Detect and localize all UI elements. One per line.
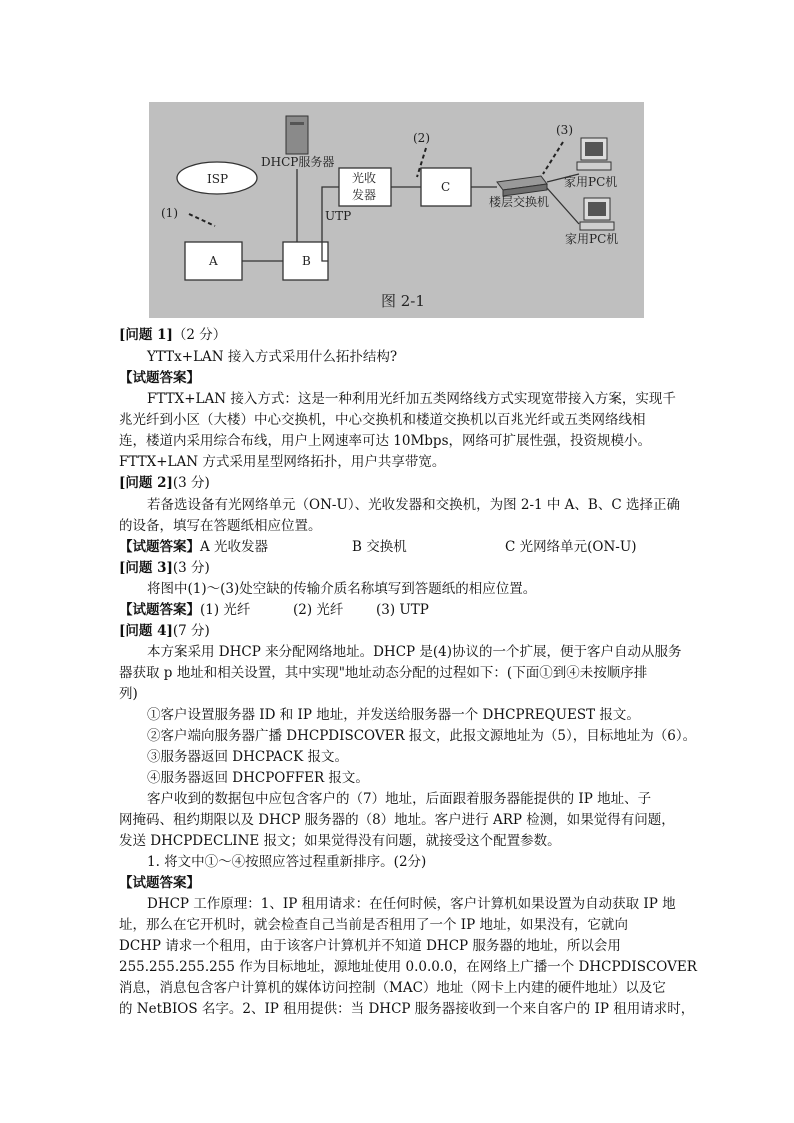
q3-answer-3: (3) UTP <box>376 602 429 618</box>
floor-switch-label: 楼层交换机 <box>489 195 550 209</box>
q1-header <box>119 325 226 345</box>
q1-answer-label: 【试题答案】 <box>119 370 200 386</box>
q3-question: 将图中(1)～(3)处空缺的传输介质名称填写到答题纸的相应位置。 <box>147 581 537 597</box>
q4-answer-line: DCHP 请求一个租用，由于该客户计算机并不知道 DHCP 服务器的地址，所以会用 <box>119 938 621 954</box>
dhcp-server-label: DHCP服务器 <box>261 155 335 169</box>
q4-answer-line: 的 NetBIOS 名字。2、IP 租用提供：当 DHCP 服务器接收到一个来自客户的 IP 租用请求时， <box>119 1001 695 1017</box>
network-diagram <box>149 102 644 318</box>
q4-step: ③服务器返回 DHCPACK 报文。 <box>147 749 349 765</box>
q1-answer-line: 连，楼道内采用综合布线，用户上网速率可达 10Mbps，网络可扩展性强，投资规模小。 <box>119 433 652 449</box>
q4-title: [问题 4] <box>119 623 173 639</box>
link-switch-pc2 <box>547 188 579 224</box>
q1-answer-line: 兆光纤到小区（大楼）中心交换机，中心交换机和楼道交换机以百兆光纤或五类网络线相 <box>119 412 646 428</box>
q4-sub-question: 1. 将文中①～④按照应答过程重新排序。(2分) <box>147 854 427 870</box>
q3-answer <box>119 600 250 620</box>
q4-answer-line: 255.255.255.255 作为目标地址，源地址使用 0.0.0.0，在网络上广播一个 DHCPDISCOVER <box>119 959 697 975</box>
dhcp-server-slot <box>290 122 304 125</box>
optical-label-line2: 发器 <box>352 188 377 202</box>
pc1-screen <box>585 142 603 156</box>
q1-question: YTTx+LAN 接入方式采用什么拓扑结构? <box>147 349 398 365</box>
q3-title: [问题 3] <box>119 560 173 576</box>
q1-answer-line: FTTX+LAN 接入方式：这是一种利用光纤加五类网络线方式实现宽带接入方案，实现千 <box>147 391 676 407</box>
q2-header <box>119 473 210 493</box>
q2-answer-a: A 光收发器 <box>200 539 269 555</box>
mark-1-label: (1) <box>161 206 178 220</box>
isp-label: ISP <box>207 172 229 186</box>
q2-title: [问题 2] <box>119 475 173 491</box>
pc2-screen <box>588 202 606 216</box>
box-b-label: B <box>302 254 311 268</box>
mark-2-label: (2) <box>413 131 430 145</box>
pc2-label: 家用PC机 <box>565 232 619 246</box>
q4-header <box>119 621 210 641</box>
q1-answer-line: FTTX+LAN 方式采用星型网络拓扑，用户共享带宽。 <box>119 454 446 470</box>
q2-points: (3 分) <box>172 475 210 491</box>
q4-step: ①客户设置服务器 ID 和 IP 地址，并发送给服务器一个 DHCPREQUEST 报文。 <box>147 707 640 723</box>
q3-answer-label: 【试题答案】 <box>119 602 200 618</box>
q2-answer-label: 【试题答案】 <box>119 539 200 555</box>
q2-answer-c: C 光网络单元(ON-U) <box>505 539 637 555</box>
pc1-base <box>577 162 611 170</box>
q2-answer-b: B 交换机 <box>352 539 407 555</box>
q1-title: [问题 1] <box>119 327 173 343</box>
q4-intro-line: 本方案采用 DHCP 来分配网络地址。DHCP 是(4)协议的一个扩展，便于客户自动从服务 <box>147 644 682 660</box>
box-a-label: A <box>209 254 218 268</box>
q1-points: （2 分） <box>172 327 227 343</box>
optical-label-line1: 光收 <box>352 171 377 185</box>
box-c-label: C <box>441 180 451 194</box>
q3-answer-1: (1) 光纤 <box>200 602 251 618</box>
q4-answer-line: 消息，消息包含客户计算机的媒体访问控制（MAC）地址（网卡上内建的硬件地址）以及它 <box>119 980 666 996</box>
q4-para-line: 发送 DHCPDECLINE 报文；如果觉得没有问题，就接受这个配置参数。 <box>119 833 561 849</box>
q4-step: ④服务器返回 DHCPOFFER 报文。 <box>147 770 369 786</box>
figure-caption: 图 2-1 <box>381 292 425 310</box>
pc1-label: 家用PC机 <box>564 175 618 189</box>
q4-step: ②客户端向服务器广播 DHCPDISCOVER 报文，此报文源地址为（5），目标地址为（6）。 <box>147 728 697 744</box>
q3-header <box>119 558 210 578</box>
q4-intro-line: 器获取 p 地址和相关设置，其中实现"地址动态分配的过程如下：(下面①到④未按顺序排 <box>119 665 648 681</box>
q4-intro-line: 列) <box>119 686 138 702</box>
q4-para-line: 客户收到的数据包中应包含客户的（7）地址，后面跟着服务器能提供的 IP 地址、子 <box>147 791 652 807</box>
q4-points: (7 分) <box>172 623 210 639</box>
pc2-base <box>580 222 614 230</box>
medium-1-line <box>189 214 215 226</box>
q4-answer-line: 址，那么在它开机时，就会检查自己当前是否租用了一个 IP 地址，如果没有，它就向 <box>119 917 628 933</box>
q3-points: (3 分) <box>172 560 210 576</box>
utp-label: UTP <box>325 209 352 223</box>
dhcp-server-icon <box>286 116 308 154</box>
q3-answer-2: (2) 光纤 <box>293 602 344 618</box>
q4-answer-label: 【试题答案】 <box>119 875 200 891</box>
mark-3-label: (3) <box>556 123 573 137</box>
q4-answer-line: DHCP 工作原理：1、IP 租用请求：在任何时候，客户计算机如果设置为自动获取 IP 地 <box>147 896 676 912</box>
q4-para-line: 网掩码、租约期限以及 DHCP 服务器的（8）地址。客户进行 ARP 检测，如果觉得有问题， <box>119 812 675 828</box>
medium-3-line <box>543 142 563 174</box>
q2-answer <box>119 537 268 557</box>
q2-question-line: 的设备，填写在答题纸相应位置。 <box>119 518 322 534</box>
network-diagram-svg <box>149 102 644 318</box>
q2-question-line: 若备选设备有光网络单元（ON-U）、光收发器和交换机，为图 2-1 中 A、B、C 选择正确 <box>147 497 680 513</box>
